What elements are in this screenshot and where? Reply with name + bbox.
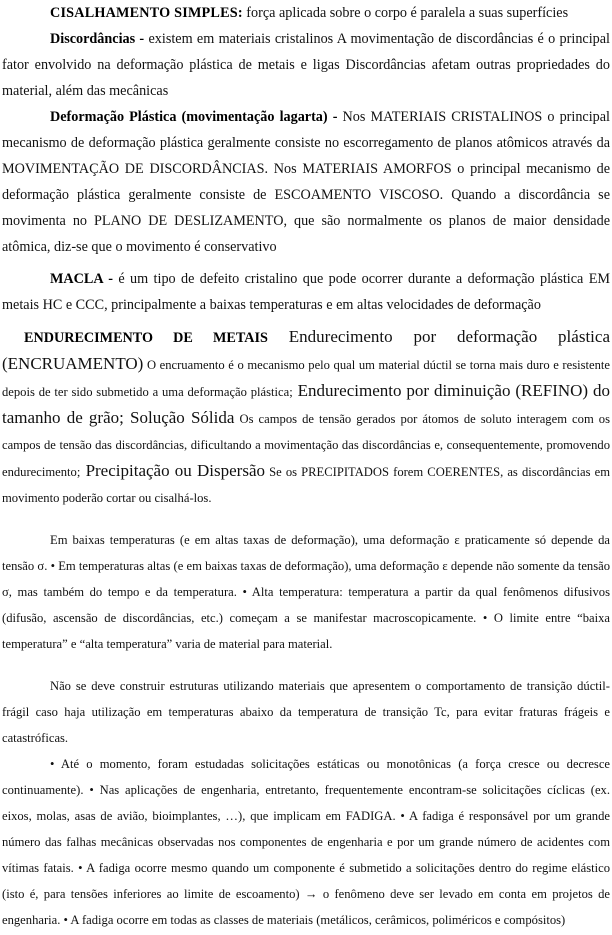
paragraph-fadiga <box>2 751 610 933</box>
paragraph-deformacao-plastica <box>2 104 610 260</box>
spacer <box>2 657 610 673</box>
deformacao-plastica-text: Nos MATERIAIS CRISTALINOS o principal mecanismo de deformação plástica geralmente consiste no escorregamento de planos atômicos através da MOVIMENTAÇÃO DE DISCORDÂNCIAS. Nos MATERIAIS AMORFOS o principal mecanismo de deformação plástica geralmente consiste de ESCOAMENTO VISCOSO. Quando a discordância se movimenta no PLANO DE DESLIZAMENTO, que são normalmente os planos de maior densidade atômica, diz-se que o movimento é conservativo <box>2 109 610 255</box>
endurecimento-encruamento: Endurecimento por deformação plástica (ENCRUAMENTO) <box>2 327 610 373</box>
paragraph-transicao <box>2 673 610 751</box>
heading-discordancias: Discordâncias - <box>50 31 145 47</box>
paragraph-cisalhamento <box>2 0 610 26</box>
temperatura-text: Em baixas temperaturas (e em altas taxas de deformação), uma deformação ε praticamente só depende da tensão σ. • Em temperaturas altas (e em baixas taxas de deformação), uma deformação ε depende não somente da tensão σ, mas também do tempo e da temperatura. • Alta temperatura: temperatura a partir da qual fenômenos difusivos (difusão, ascensão de discordâncias, etc.) começam a se manifestar macroscopicamente. • O limite entre “baixa temperatura” e “alta temperatura” varia de material para material. <box>2 533 610 651</box>
discordancias-text: existem em materiais cristalinos A movimentação de discordâncias é o principal fator envolvido na deformação plástica de metais e ligas Discordâncias afetam outras propriedades do material, além das mecânicas <box>2 31 610 99</box>
macla-text: é um tipo de defeito cristalino que pode ocorrer durante a deformação plástica EM metais HC e CCC, principalmente a baixas temperaturas e em altas velocidades de deformação <box>2 271 610 313</box>
heading-deformacao-plastica: Deformação Plástica (movimentação lagarta) - <box>50 109 338 125</box>
paragraph-endurecimento <box>2 324 610 511</box>
cisalhamento-text: força aplicada sobre o corpo é paralela a suas superfícies <box>242 5 569 21</box>
paragraph-discordancias <box>2 26 610 104</box>
heading-cisalhamento: CISALHAMENTO SIMPLES: <box>50 5 243 21</box>
precipitacao-text: Se os PRECIPITADOS forem COERENTES, as discordâncias em movimento poderão cortar ou cisalhá-los. <box>2 465 610 505</box>
endurecimento-refino: Endurecimento por diminuição (REFINO) do tamanho de grão; Solução Sólida <box>2 381 610 427</box>
spacer <box>2 511 610 527</box>
endurecimento-precipitacao: Precipitação ou Dispersão <box>80 461 265 480</box>
fadiga-text: • Até o momento, foram estudadas solicitações estáticas ou monotônicas (a força cresce ou decresce continuamente). • Nas aplicações de engenharia, entretanto, frequentemente encontram-se solicitações cíclicas (ex. eixos, molas, asas de avião, bioimplantes, …), que implicam em FADIGA. • A fadiga é responsável por um grande número das falhas mecânicas observadas nos componentes de engenharia e por um grande número de acidentes com vítimas fatais. • A fadiga ocorre mesmo quando um componente é submetido a solicitações dentro do regime elástico (isto é, para tensões inferiores ao limite de escoamento) → o fenômeno deve ser levado em conta em projetos de engenharia. • A fadiga ocorre em todas as classes de materiais (metálicos, cerâmicos, poliméricos e compósitos) <box>2 757 610 927</box>
encruamento-text: O encruamento é o mecanismo pelo qual um material dúctil se torna mais duro e resistente depois de ter sido submetido a uma deformação plástica; <box>2 358 610 399</box>
transicao-text: Não se deve construir estruturas utilizando materiais que apresentem o comportamento de transição dúctil-frágil caso haja utilização em temperaturas abaixo da temperatura de transição Tc, para evitar fraturas frágeis e catastróficas. <box>2 679 610 745</box>
solucao-solida-text: Os campos de tensão gerados por átomos de soluto interagem com os campos de tensão das discordâncias, dificultando a movimentação das discordâncias e, consequentemente, promovendo endurecimento; <box>2 412 611 479</box>
heading-macla: MACLA - <box>50 271 113 287</box>
heading-endurecimento: ENDURECIMENTO DE METAIS <box>24 330 268 346</box>
paragraph-macla <box>2 266 610 318</box>
paragraph-temperatura <box>2 527 610 657</box>
